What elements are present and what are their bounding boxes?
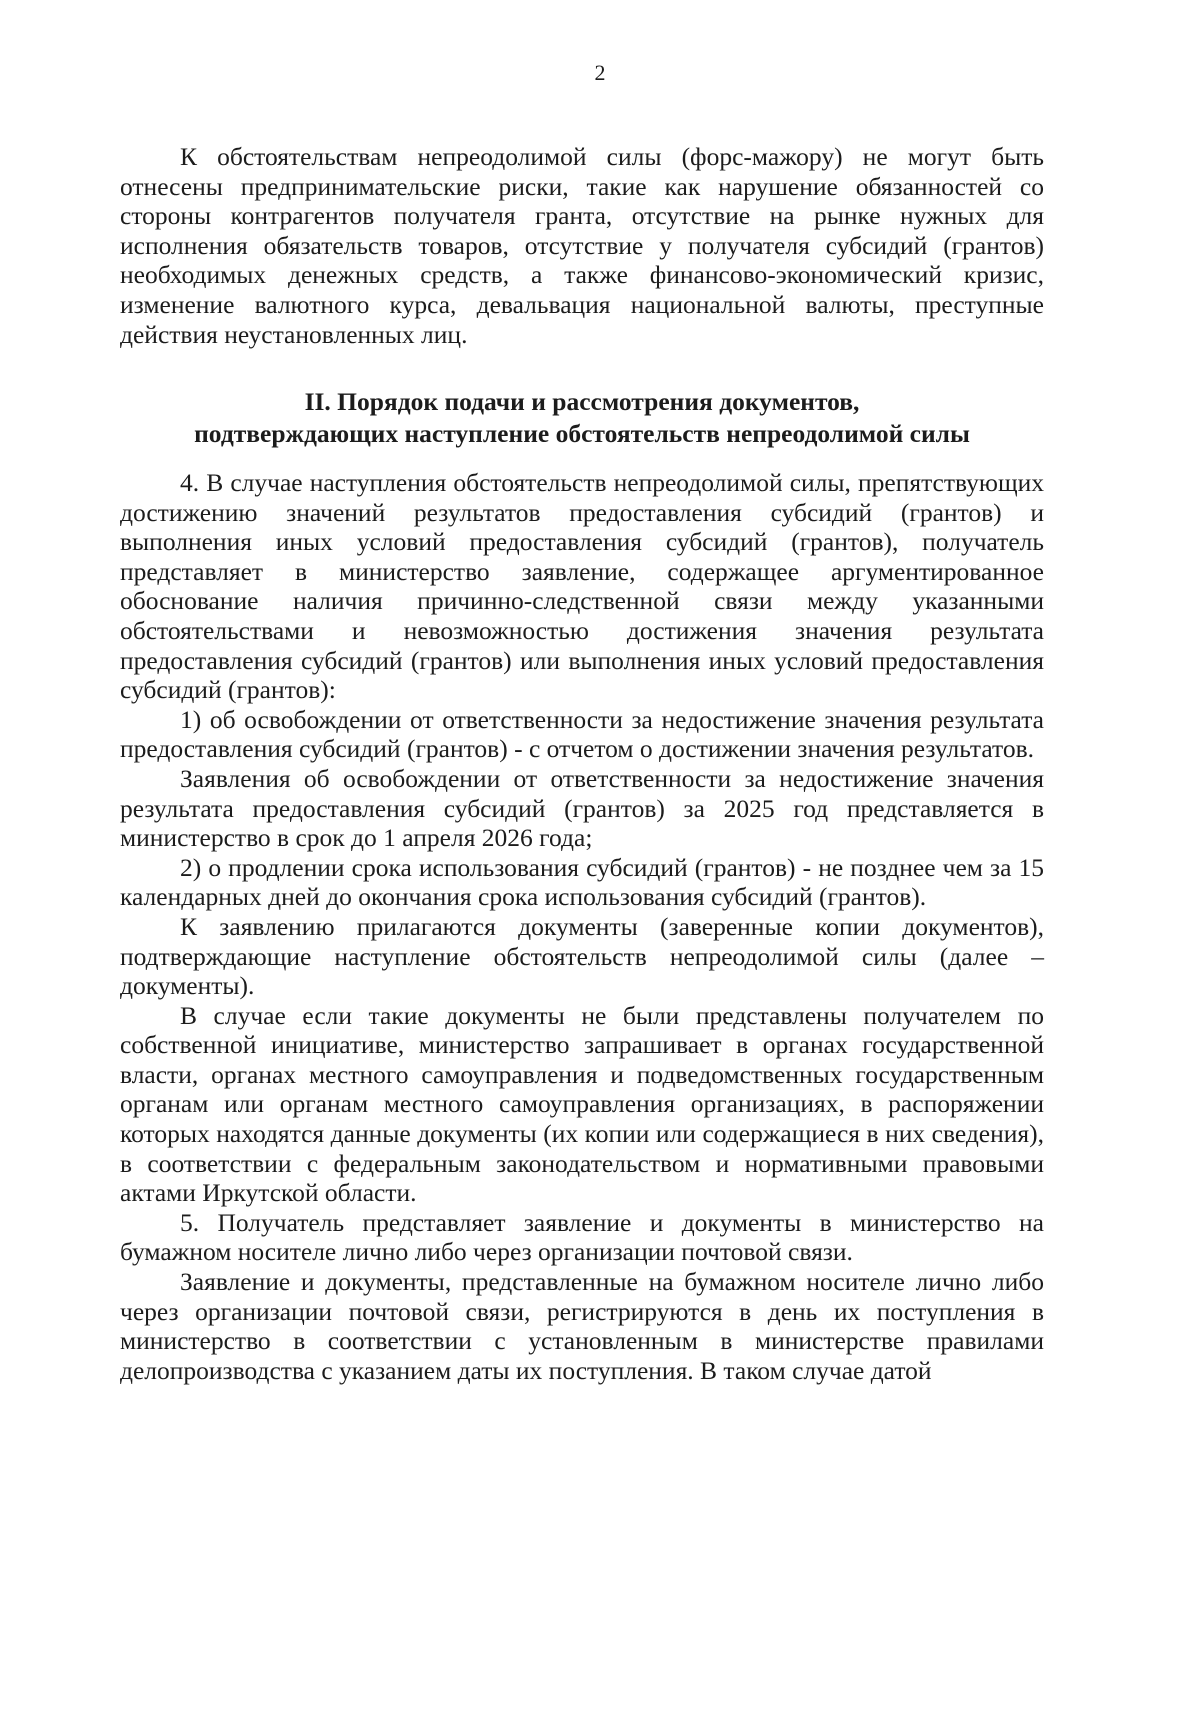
intro-paragraph: К обстоятельствам непреодолимой силы (форс-мажору) не могут быть отнесены предпринимательские риски, такие как нарушение обязанностей со стороны контрагентов получателя гранта, отсутствие на рынке нужных для исполнения обязательств товаров, отсутствие у получателя субсидий (грантов) необходимых денежных средств, а также финансово-экономический кризис, изменение валютного курса, девальвация национальной валюты, преступные действия неустановленных лиц.: [120, 142, 1044, 349]
paragraph-attached-documents: К заявлению прилагаются документы (заверенные копии документов), подтверждающие наступление обстоятельств непреодолимой силы (далее – документы).: [120, 911, 1044, 1001]
section-heading-line-2: подтверждающих наступление обстоятельств непреодолимой силы: [194, 419, 970, 448]
section-heading-line-1: II. Порядок подачи и рассмотрения документов,: [304, 387, 860, 416]
page-number: 2: [594, 60, 606, 85]
paragraph-subitem-1: 1) об освобождении от ответственности за недостижение значения результата предоставления субсидий (грантов) - с отчетом о достижении значения результатов.: [120, 704, 1044, 764]
section-heading: [120, 386, 1044, 450]
paragraph-application-deadline: Заявления об освобождении от ответственности за недостижение значения результата предоставления субсидий (грантов) за 2025 год представляется в министерство в срок до 1 апреля 2026 года;: [120, 763, 1044, 853]
section-body: [120, 468, 1044, 1385]
intro-block: [120, 142, 1044, 349]
paragraph-item-5: 5. Получатель представляет заявление и документы в министерство на бумажном носителе лично либо через организации почтовой связи.: [120, 1207, 1044, 1267]
paragraph-registration: Заявление и документы, представленные на бумажном носителе лично либо через организации почтовой связи, регистрируются в день их поступления в министерство в соответствии с установленным в министерстве правилами делопроизводства с указанием даты их поступления. В таком случае датой: [120, 1267, 1044, 1385]
paragraph-document-request: В случае если такие документы не были представлены получателем по собственной инициативе, министерство запрашивает в органах государственной власти, органах местного самоуправления и подведомственных государственным органам или органам местного самоуправления организациях, в распоряжении которых находятся данные документы (их копии или содержащиеся в них сведения), в соответствии с федеральным законодательством и нормативными правовыми актами Иркутской области.: [120, 1000, 1044, 1208]
paragraph-item-4: 4. В случае наступления обстоятельств непреодолимой силы, препятствующих достижению значений результатов предоставления субсидий (грантов) и выполнения иных условий предоставления субсидий (грантов), получатель представляет в министерство заявление, содержащее аргументированное обоснование наличия причинно-следственной связи между указанными обстоятельствами и невозможностью достижения значения результата предоставления субсидий (грантов) или выполнения иных условий предоставления субсидий (грантов):: [120, 468, 1044, 705]
paragraph-subitem-2: 2) о продлении срока использования субсидий (грантов) - не позднее чем за 15 календарных дней до окончания срока использования субсидий (грантов).: [120, 852, 1044, 912]
